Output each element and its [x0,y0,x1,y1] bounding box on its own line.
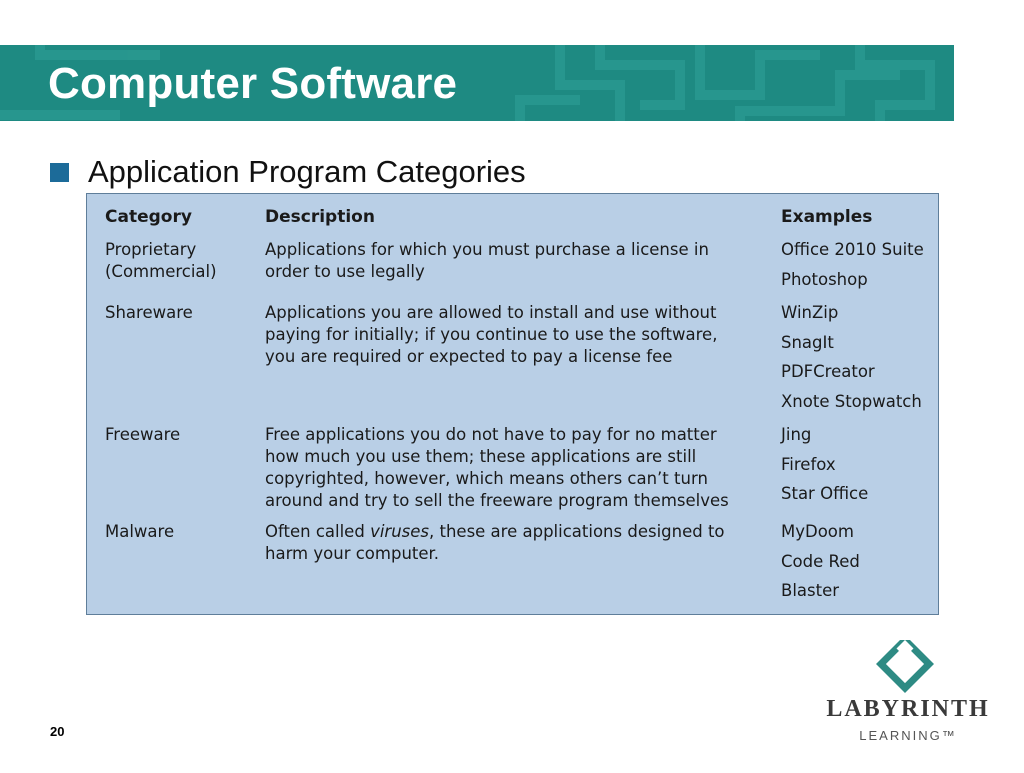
slide-title: Computer Software [48,59,458,108]
row-description [265,521,745,565]
row-examples [781,517,941,606]
row-category: Malware [105,522,175,541]
row-category: Shareware [105,303,193,322]
labyrinth-logo [818,640,998,750]
example-item: SnagIt [781,332,834,352]
header-description: Description [265,207,375,227]
categories-table [86,193,939,615]
example-item: Code Red [781,551,860,571]
example-item: Xnote Stopwatch [781,391,922,411]
row-category: Freeware [105,425,181,444]
example-item: Blaster [781,581,840,600]
row-examples [781,298,941,416]
example-item: WinZip [781,303,839,322]
diamond-logo-icon [818,640,998,696]
example-item: Office 2010 Suite [781,240,924,259]
row-description: Applications for which you must purchase a license in order to use legally [265,240,709,281]
row-examples [781,235,941,294]
logo-subtitle: LEARNING™ [859,728,957,743]
example-item: Star Office [781,484,869,503]
description-text: Often called [265,522,371,541]
description-emphasis: viruses [370,522,429,541]
example-item: Firefox [781,454,836,474]
example-item: MyDoom [781,522,854,541]
example-item: Jing [781,425,812,444]
row-description: Free applications you do not have to pay for no matter how much you use them; these applications are still copyrighted, however, which means others can’t turn around and try to sell the freeware program themselves [265,425,729,510]
bullet-item [50,154,526,190]
page-number: 20 [50,724,65,739]
row-examples [781,420,941,509]
description-text: , these are applications designed to harm your computer. [265,522,725,563]
row-description: Applications you are allowed to install and use without paying for initially; if you continue to use the software, you are required or expected to pay a license fee [265,303,718,366]
square-bullet-icon [50,163,69,182]
row-category: Proprietary (Commercial) [105,240,217,281]
example-item: Photoshop [781,269,868,289]
logo-name: LABYRINTH [826,696,990,722]
title-bar [0,45,954,121]
example-item: PDFCreator [781,362,875,381]
bullet-text: Application Program Categories [88,154,526,189]
header-category: Category [105,207,192,227]
header-examples: Examples [781,207,873,227]
